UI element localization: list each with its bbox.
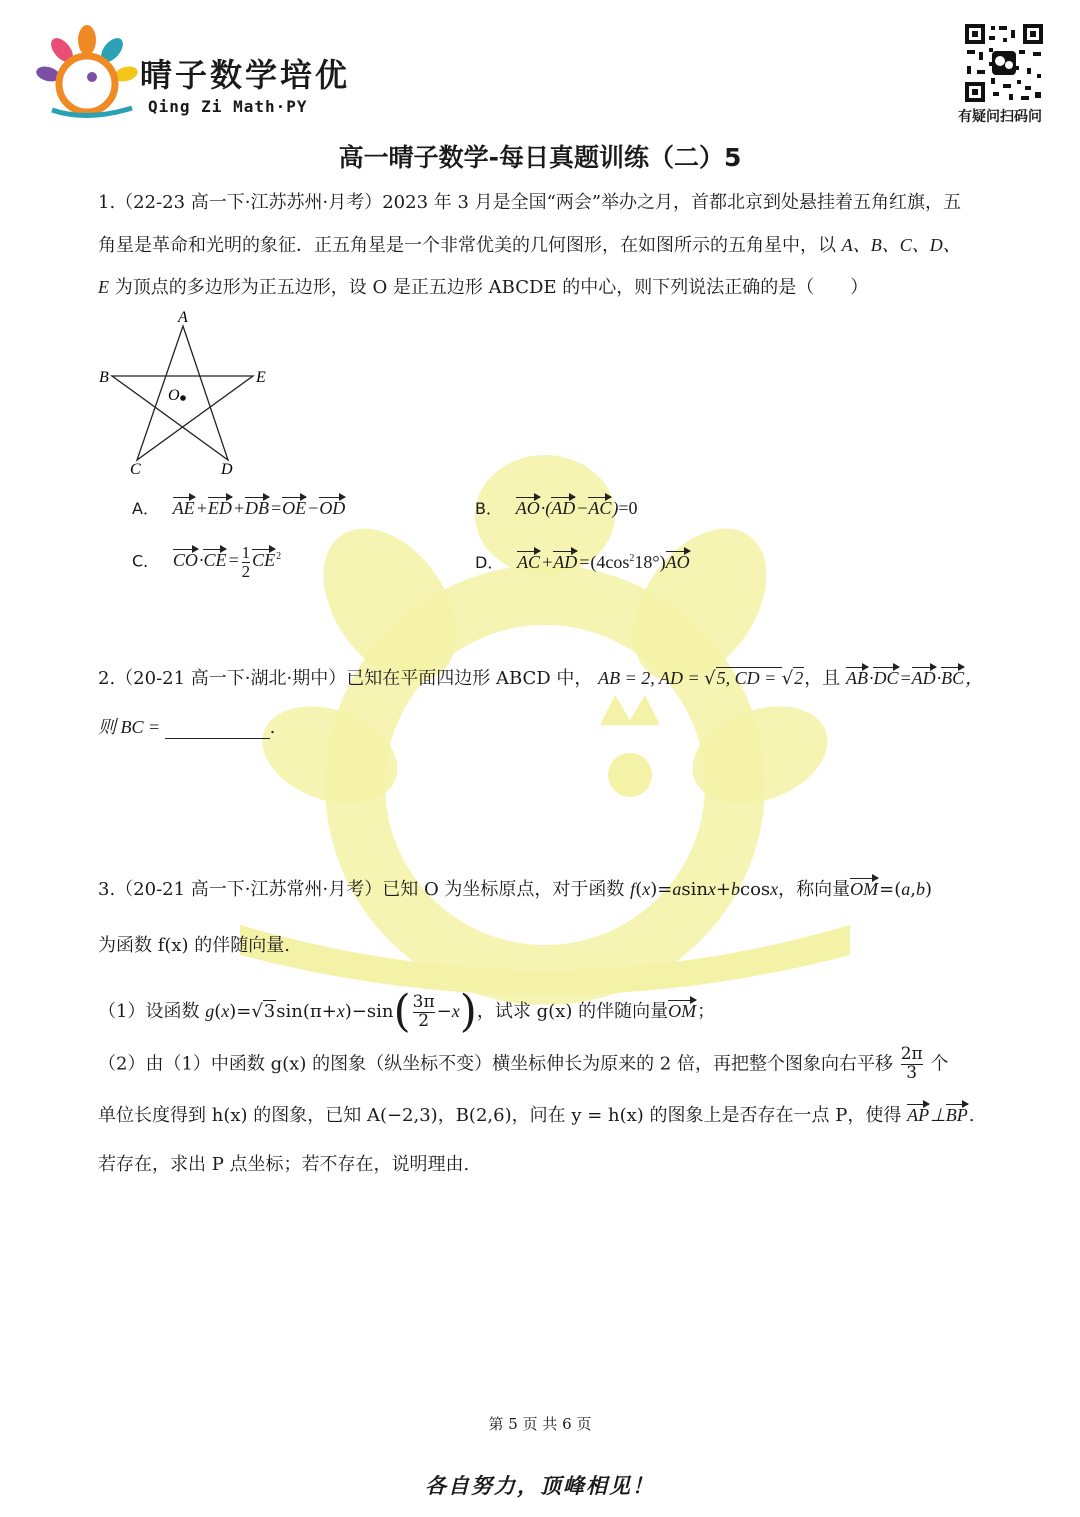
q3-text1a: 3.（20-21 高一下·江苏常州·月考）已知 O 为坐标原点，对于函数 xyxy=(98,879,625,900)
q2-line1: 2.（20-21 高一下·湖北·期中）已知在平面四边形 ABCD 中， AB = 2, AD = √5, CD = √2，且 AB·DC=AD·BC， xyxy=(98,668,984,689)
q2-and: ，且 xyxy=(804,668,841,689)
watermark-logo xyxy=(230,455,860,1015)
q1-option-b[interactable]: B． AO·(AD−AC)=0 xyxy=(475,498,638,518)
qr-caption: 有疑问扫码问 xyxy=(958,109,1042,125)
q1-line2-text: 角星是革命和光明的象征．正五角星是一个非常优美的几何图形，在如图所示的五角星中，以 xyxy=(98,235,836,256)
q3-part2a: （2）由（1）中函数 g(x) 的图象（纵坐标不变）横坐标伸长为原来的 2 倍，再把整个图象向右平移 xyxy=(98,1053,893,1075)
q3-part1a: （1）设函数 xyxy=(98,1001,200,1022)
q1-line2 xyxy=(98,234,961,257)
q3-part3: 单位长度得到 h(x) 的图象，已知 A(−2,3)，B(2,6)，问在 y = h(x) 的图象上是否存在一点 P，使得 AP⊥BP. xyxy=(98,1105,975,1126)
q1-line2-vertices: A、B、C、D、 xyxy=(841,235,961,255)
q3-part4: 若存在，求出 P 点坐标；若不存在，说明理由. xyxy=(98,1154,470,1175)
q2-cond-2: 5, CD = xyxy=(716,668,781,688)
q3-text1b: ，称向量 xyxy=(778,879,851,900)
brand-name-en: Qing Zi Math·PY xyxy=(148,97,308,116)
pentagram-figure xyxy=(95,308,275,480)
qr-code-icon[interactable] xyxy=(963,22,1045,104)
label-A: A xyxy=(178,309,188,326)
brand-logo-icon xyxy=(32,22,142,122)
q1-option-c[interactable]: C． CO·CE= $\frac{1}{2}$ $CE^2$ xyxy=(132,543,282,581)
q1-line3-text: 为顶点的多边形为正五边形，设 O 是正五边形 ABCDE 的中心，则下列说法正确的是（ ） xyxy=(114,277,869,298)
page-number: 第 5 页 共 6 页 xyxy=(488,1415,592,1433)
q3-part1: （1）设函数 g(x)=√3sin(π+x)−sin( $\frac{3\pi}{2}$ −x)，试求 g(x) 的伴随向量OM； xyxy=(98,986,716,1037)
q1-option-d[interactable]: D． $AC+AD=(4\cos^218^\circ)AO$ xyxy=(475,552,690,572)
q1-line1: 1.（22-23 高一下·江苏苏州·月考）2023 年 3 月是全国“两会”举办之月，首都北京到处悬挂着五角红旗，五 xyxy=(98,192,962,213)
brand-name-cn: 晴子数学培优 xyxy=(140,56,351,94)
option-a-letter: A． xyxy=(132,499,159,518)
q3-part1b: ，试求 g(x) 的伴随向量 xyxy=(476,1001,669,1022)
label-B: B xyxy=(99,369,109,386)
page-title: 高一晴子数学-每日真题训练（二）5 xyxy=(338,143,742,172)
label-C: C xyxy=(130,461,141,478)
q1-line3 xyxy=(98,276,868,299)
q1-line3-var: E xyxy=(98,277,109,297)
q2-cond-3: 2 xyxy=(794,668,804,688)
option-c-letter: C． xyxy=(132,551,160,571)
label-D: D xyxy=(221,461,233,478)
footer-slogan: 各自努力，顶峰相见！ xyxy=(425,1473,655,1498)
q3-part3-text: 单位长度得到 h(x) 的图象，已知 A(−2,3)，B(2,6)，问在 y = h(x) 的图象上是否存在一点 P，使得 xyxy=(98,1105,902,1126)
q2-text: 2.（20-21 高一下·湖北·期中）已知在平面四边形 ABCD 中， xyxy=(98,668,593,689)
option-b-letter: B． xyxy=(475,499,502,518)
q2-answer-prompt: 则 BC = xyxy=(98,717,165,737)
q1-option-a[interactable]: A． AE+ED+DB=OE−OD xyxy=(132,498,346,518)
q3-part2: （2）由（1）中函数 g(x) 的图象（纵坐标不变）横坐标伸长为原来的 2 倍，再把整个图象向右平移 $\frac{2\pi}{3}$ 个 xyxy=(98,1044,949,1083)
q2-line2: 则 BC = . xyxy=(98,717,276,738)
q3-line2: 为函数 f(x) 的伴随向量. xyxy=(98,935,291,956)
option-d-letter: D． xyxy=(475,553,504,572)
label-O: O xyxy=(168,387,180,404)
q3-line1: 3.（20-21 高一下·江苏常州·月考）已知 O 为坐标原点，对于函数 f(x)=asinx+bcosx，称向量OM=(a,b) xyxy=(98,879,933,900)
label-E: E xyxy=(256,369,266,386)
q2-cond-1: AB = 2, AD = xyxy=(598,668,705,688)
q3-part2b: 个 xyxy=(930,1053,949,1075)
q2-answer-blank[interactable] xyxy=(165,720,270,739)
